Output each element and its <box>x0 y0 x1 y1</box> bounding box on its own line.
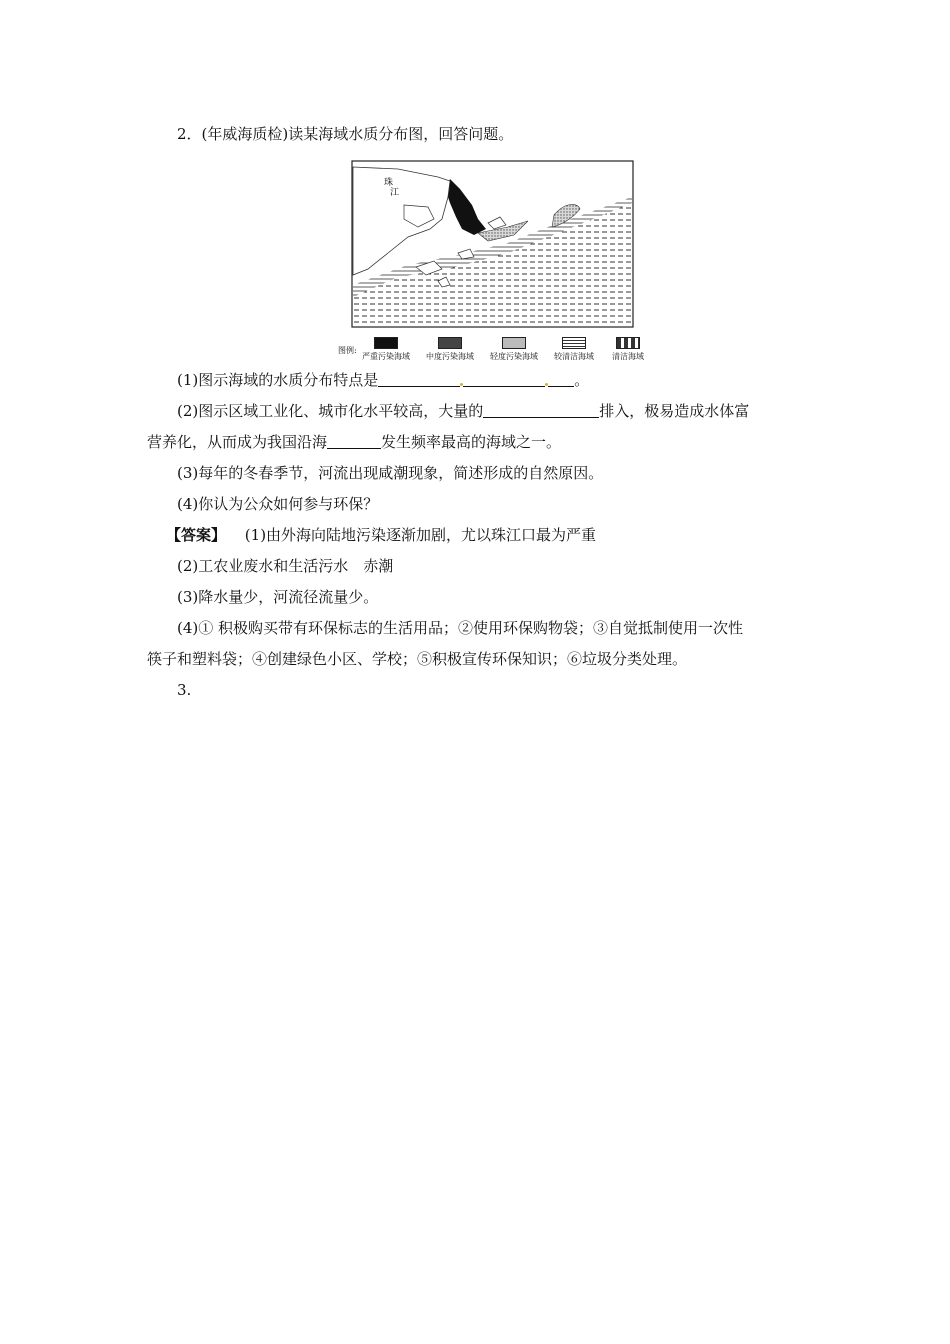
answer-blank-1b <box>463 370 545 387</box>
water-quality-map <box>338 157 650 337</box>
answer-label: 【答案】 <box>166 526 227 544</box>
question-3-title: 3. <box>177 681 192 699</box>
map-legend <box>338 337 650 367</box>
answer-3: (3)降水量少，河流径流量少。 <box>177 588 379 606</box>
answer-line-1 <box>166 525 826 545</box>
sub-question-2-line-2: 营养化，从而成为我国沿海 发生频率最高的海域之一。 <box>147 433 562 451</box>
sub-question-4: (4)你认为公众如何参与环保？ <box>177 495 379 513</box>
answer-blank-2a <box>483 401 599 418</box>
legend-swatch-moderate <box>438 337 462 349</box>
legend-item-moderate: 中度污染海域 <box>422 337 478 362</box>
answer-1: (1)由外海向陆地污染逐渐加剧，尤以珠江口最为严重 <box>244 526 597 544</box>
answer-blank-2b <box>327 432 381 449</box>
legend-swatch-clean <box>616 337 640 349</box>
sub-question-1: (1)图示海域的水质分布特点是 。 <box>177 371 590 389</box>
map-label-river-1: 珠 <box>384 178 394 188</box>
legend-item-cleaner: 较清洁海域 <box>546 337 602 362</box>
water-quality-map-figure <box>338 157 650 367</box>
legend-swatch-cleaner <box>562 337 586 349</box>
answer-4-line-2: 筷子和塑料袋；④创建绿色小区、学校；⑤积极宣传环保知识；⑥垃圾分类处理。 <box>147 650 688 668</box>
legend-item-clean: 清洁海域 <box>600 337 656 362</box>
map-label-river-2: 江 <box>390 188 400 198</box>
answer-blank-1a <box>378 370 460 387</box>
sub-question-2-line-1: (2)图示区域工业化、城市化水平较高，大量的 排入，极易造成水体富 <box>177 402 750 420</box>
answer-blank-1c <box>548 370 574 387</box>
legend-item-light: 轻度污染海域 <box>486 337 542 362</box>
answer-2: (2)工农业废水和生活污水 赤潮 <box>177 557 394 575</box>
legend-swatch-light <box>502 337 526 349</box>
legend-title: 图例: <box>338 346 357 355</box>
answer-4-line-1: (4)① 积极购买带有环保标志的生活用品；②使用环保购物袋；③自觉抵制使用一次性 <box>177 619 744 637</box>
legend-swatch-severe <box>374 337 398 349</box>
question-2-title: 2．(年威海质检)读某海域水质分布图，回答问题。 <box>177 125 514 143</box>
sub-question-3: (3)每年的冬春季节，河流出现咸潮现象，简述形成的自然原因。 <box>177 464 604 482</box>
legend-item-severe: 严重污染海域 <box>358 337 414 362</box>
